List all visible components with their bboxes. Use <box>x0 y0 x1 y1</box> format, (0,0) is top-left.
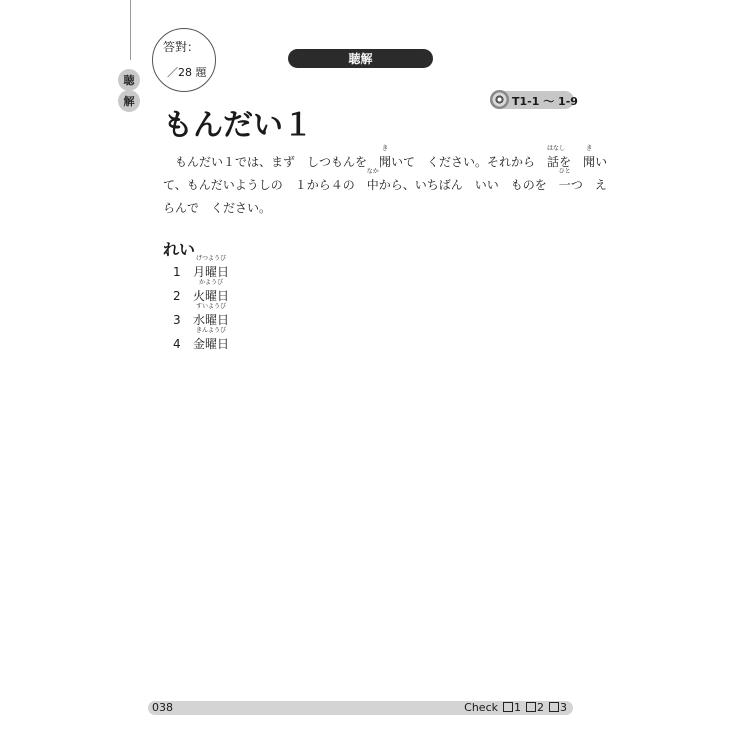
ruby-kanji: 聞 き <box>583 145 596 169</box>
option-ruby: かようび <box>199 279 224 286</box>
side-tab-listening-1: 聴 <box>118 69 140 91</box>
option-number: 1 <box>173 265 181 279</box>
option-text: 火曜日 <box>193 289 230 303</box>
check-box-3[interactable] <box>549 702 559 712</box>
track-number: T1-1 ～ 1-9 <box>512 95 578 108</box>
score-total: ／28 題 <box>167 66 207 79</box>
ruby-kanji: 中 なか <box>366 168 379 192</box>
option-text: 金曜日 <box>193 337 230 351</box>
check-label: Check <box>464 701 498 714</box>
section-title-bar <box>288 49 433 68</box>
option-item <box>173 255 230 280</box>
option-ruby: きんようび <box>196 327 227 334</box>
score-label: 答對： <box>163 40 200 54</box>
ruby-kanji: 聞 き <box>379 145 392 169</box>
option-item <box>173 327 230 352</box>
option-number: 2 <box>173 289 181 303</box>
page-number: 038 <box>152 701 173 714</box>
ruby-kanji: 話 はなし <box>547 145 566 169</box>
ruby-kanji: 一 ひと <box>558 168 571 192</box>
option-item <box>173 279 230 304</box>
section-title: 聴解 <box>348 52 373 66</box>
audio-track-badge <box>490 91 578 109</box>
example-heading: れい <box>163 240 196 259</box>
check-box-1[interactable] <box>503 702 513 712</box>
side-tab-listening-2: 解 <box>118 90 140 112</box>
instruction-line-2: て、もんだいようしの １から４の 中 なか から、いちばん いい ものを 一 ひと つ え <box>163 168 607 192</box>
instruction-line-3: らんで ください。 <box>163 201 272 215</box>
option-item <box>173 303 230 328</box>
option-text: 水曜日 <box>193 313 230 327</box>
instruction-line-1: もんだい１では、まず しつもんを 聞 き いて ください。それから 話 はなし を 聞 き い <box>175 145 608 169</box>
page-title: もんだい１ <box>163 108 313 143</box>
margin-line <box>130 0 131 60</box>
option-ruby: げつようび <box>196 255 227 262</box>
option-text: 月曜日 <box>193 265 230 279</box>
check-group: Check 1 2 3 <box>464 701 567 714</box>
option-ruby: すいようび <box>196 303 227 310</box>
score-circle <box>152 28 216 92</box>
cd-icon <box>490 90 509 109</box>
option-number: 4 <box>173 337 181 351</box>
check-box-2[interactable] <box>526 702 536 712</box>
footer-bar <box>148 701 573 715</box>
option-number: 3 <box>173 313 181 327</box>
